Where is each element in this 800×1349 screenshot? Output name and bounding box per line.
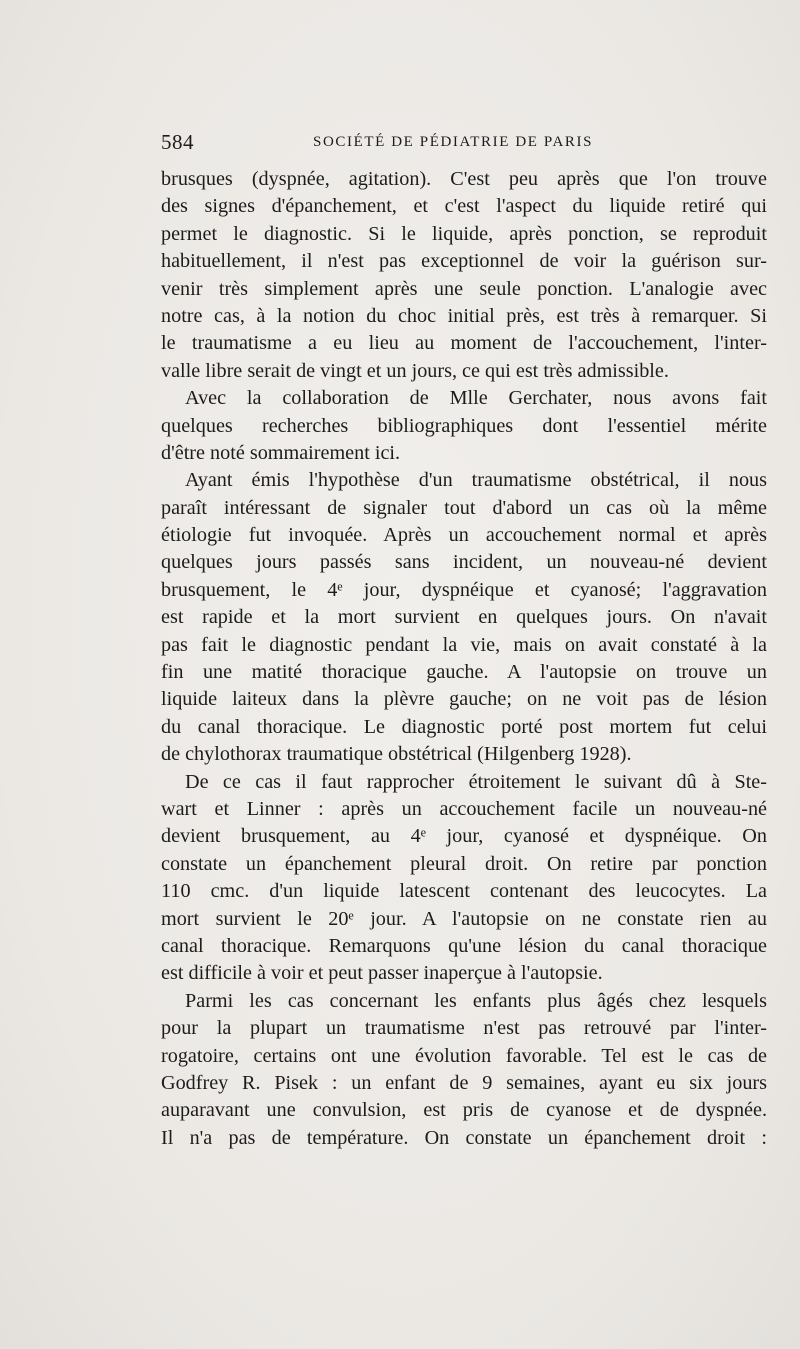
text-line: des signes d'épanchement, et c'est l'aspect du liquide retiré qui	[161, 195, 767, 218]
text-line: est difficile à voir et peut passer inaperçue à l'autopsie.	[161, 962, 603, 985]
text-line: est rapide et la mort survient en quelques jours. On n'avait	[161, 606, 767, 629]
page-header	[161, 128, 767, 158]
text-line: le traumatisme a eu lieu au moment de l'accouchement, l'inter-	[161, 332, 767, 355]
text-line: notre cas, à la notion du choc initial près, est très à remarquer. Si	[161, 304, 767, 327]
text-line: brusques (dyspnée, agitation). C'est peu après que l'on trouve	[161, 168, 767, 190]
text-line: fin une matité thoracique gauche. A l'autopsie on trouve un	[161, 661, 767, 684]
text-line: habituellement, il n'est pas exceptionnel de voir la guérison sur-	[161, 250, 767, 273]
page-number: 584	[161, 130, 194, 154]
text-line: Ayant émis l'hypothèse d'un traumatisme obstétrical, il nous	[185, 469, 767, 492]
text-line: paraît intéressant de signaler tout d'abord un cas où la même	[161, 496, 767, 519]
text-line: quelques jours passés sans incident, un nouveau-né devient	[161, 551, 767, 574]
text-line: devient brusquement, au 4ᵉ jour, cyanosé et dyspnéique. On	[161, 825, 767, 848]
text-line: canal thoracique. Remarquons qu'une lésion du canal thoracique	[161, 934, 767, 957]
running-head: SOCIÉTÉ DE PÉDIATRIE DE PARIS	[313, 134, 594, 150]
text-line: liquide laiteux dans la plèvre gauche; on ne voit pas de lésion	[161, 688, 767, 711]
text-line: Parmi les cas concernant les enfants plus âgés chez lesquels	[185, 989, 767, 1012]
text-line: pour la plupart un traumatisme n'est pas retrouvé par l'inter-	[161, 1017, 767, 1040]
text-line: mort survient le 20ᵉ jour. A l'autopsie on ne constate rien au	[161, 907, 767, 930]
text-line: quelques recherches bibliographiques dont l'essentiel mérite	[161, 414, 767, 437]
text-line: d'être noté sommairement ici.	[161, 441, 401, 464]
text-line: de chylothorax traumatique obstétrical (Hilgenberg 1928).	[161, 743, 632, 766]
text-line: du canal thoracique. Le diagnostic porté post mortem fut celui	[161, 715, 767, 738]
text-line: pas fait le diagnostic pendant la vie, mais on avait constaté à la	[161, 633, 767, 656]
text-line: 110 cmc. d'un liquide latescent contenant des leucocytes. La	[161, 880, 767, 903]
text-line: venir très simplement après une seule ponction. L'analogie avec	[161, 277, 767, 300]
text-line: brusquement, le 4ᵉ jour, dyspnéique et cyanosé; l'aggravation	[161, 578, 767, 601]
text-line: Avec la collaboration de Mlle Gerchater, nous avons fait	[185, 387, 767, 410]
text-line: étiologie fut invoquée. Après un accouchement normal et après	[161, 524, 767, 547]
text-line: constate un épanchement pleural droit. On retire par ponction	[161, 852, 767, 875]
text-line: auparavant une convulsion, est pris de cyanose et de dyspnée.	[161, 1099, 767, 1122]
text-line: Godfrey R. Pisek : un enfant de 9 semaines, ayant eu six jours	[161, 1071, 767, 1094]
text-line: De ce cas il faut rapprocher étroitement le suivant dû à Ste-	[185, 770, 767, 793]
text-line: rogatoire, certains ont une évolution favorable. Tel est le cas de	[161, 1044, 767, 1067]
text-line: permet le diagnostic. Si le liquide, après ponction, se reproduit	[161, 222, 767, 245]
text-line: valle libre serait de vingt et un jours, ce qui est très admissible.	[161, 359, 669, 382]
body-text	[161, 166, 767, 1152]
text-line: wart et Linner : après un accouchement facile un nouveau-né	[161, 797, 767, 820]
text-line: Il n'a pas de température. On constate un épanchement droit :	[161, 1126, 767, 1149]
